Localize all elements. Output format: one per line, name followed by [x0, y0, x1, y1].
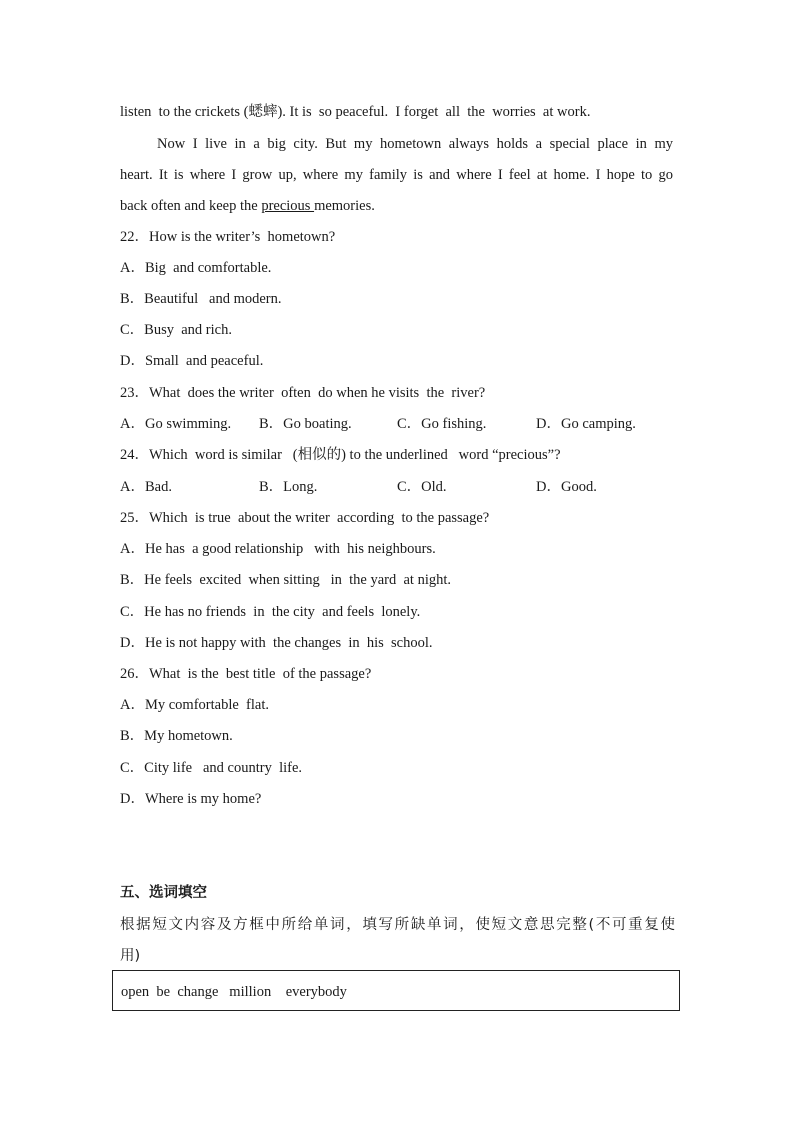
option-22-a: A．Big and comfortable.	[120, 260, 272, 276]
question-stem-26: 26．What is the best title of the passage?	[120, 666, 372, 682]
option-22-d: D．Small and peaceful.	[120, 353, 264, 369]
option-26-a: A．My comfortable flat.	[120, 697, 269, 713]
option-22-b: B．Beautiful and modern.	[120, 291, 282, 307]
option-23-a: A．Go swimming.	[120, 416, 232, 432]
word-box-words: open be change million everybody	[121, 984, 347, 1000]
section-instruction	[120, 910, 675, 972]
question-stem-24: 24．Which word is similar (相似的) to the underlined word “precious”?	[120, 447, 561, 463]
option-23-d: D．Go camping.	[536, 416, 636, 432]
option-25-d: D．He is not happy with the changes in his school.	[120, 635, 433, 651]
option-24-a: A．Bad.	[120, 479, 172, 495]
passage-line: Now I live in a big city. But my hometown always holds a special place in my	[157, 136, 673, 152]
instruction-line: 用)	[120, 948, 141, 964]
question-stem-22: 22．How is the writer’s hometown?	[120, 229, 336, 245]
passage-line: heart. It is where I grow up, where my family is and where I feel at home. I hope to go	[120, 167, 673, 183]
question-stem-23: 23．What does the writer often do when he visits the river?	[120, 385, 486, 401]
option-26-b: B．My hometown.	[120, 728, 233, 744]
option-26-c: C．City life and country life.	[120, 760, 303, 776]
passage-line: listen to the crickets (蟋蟀). It is so peaceful. I forget all the worries at work.	[120, 104, 591, 120]
underlined-word: precious	[261, 198, 315, 214]
option-25-c: C．He has no friends in the city and feels lonely.	[120, 604, 421, 620]
option-23-c: C．Go fishing.	[397, 416, 487, 432]
section-title: 五、选词填空	[120, 885, 207, 901]
passage-line: back often and keep the precious memories.	[120, 198, 375, 214]
question-stem-25: 25．Which is true about the writer according to the passage?	[120, 510, 490, 526]
option-23-b: B．Go boating.	[259, 416, 352, 432]
word-box	[112, 970, 680, 1011]
option-25-b: B．He feels excited when sitting in the yard at night.	[120, 572, 452, 588]
option-24-b: B．Long.	[259, 479, 318, 495]
passage-paragraph	[120, 129, 673, 222]
option-24-d: D．Good.	[536, 479, 597, 495]
option-26-d: D．Where is my home?	[120, 791, 262, 807]
instruction-line: 根据短文内容及方框中所给单词，填写所缺单词，使短文意思完整(不可重复使	[120, 917, 675, 933]
option-25-a: A．He has a good relationship with his neighbours.	[120, 541, 436, 557]
option-22-c: C．Busy and rich.	[120, 322, 232, 338]
option-24-c: C．Old.	[397, 479, 447, 495]
